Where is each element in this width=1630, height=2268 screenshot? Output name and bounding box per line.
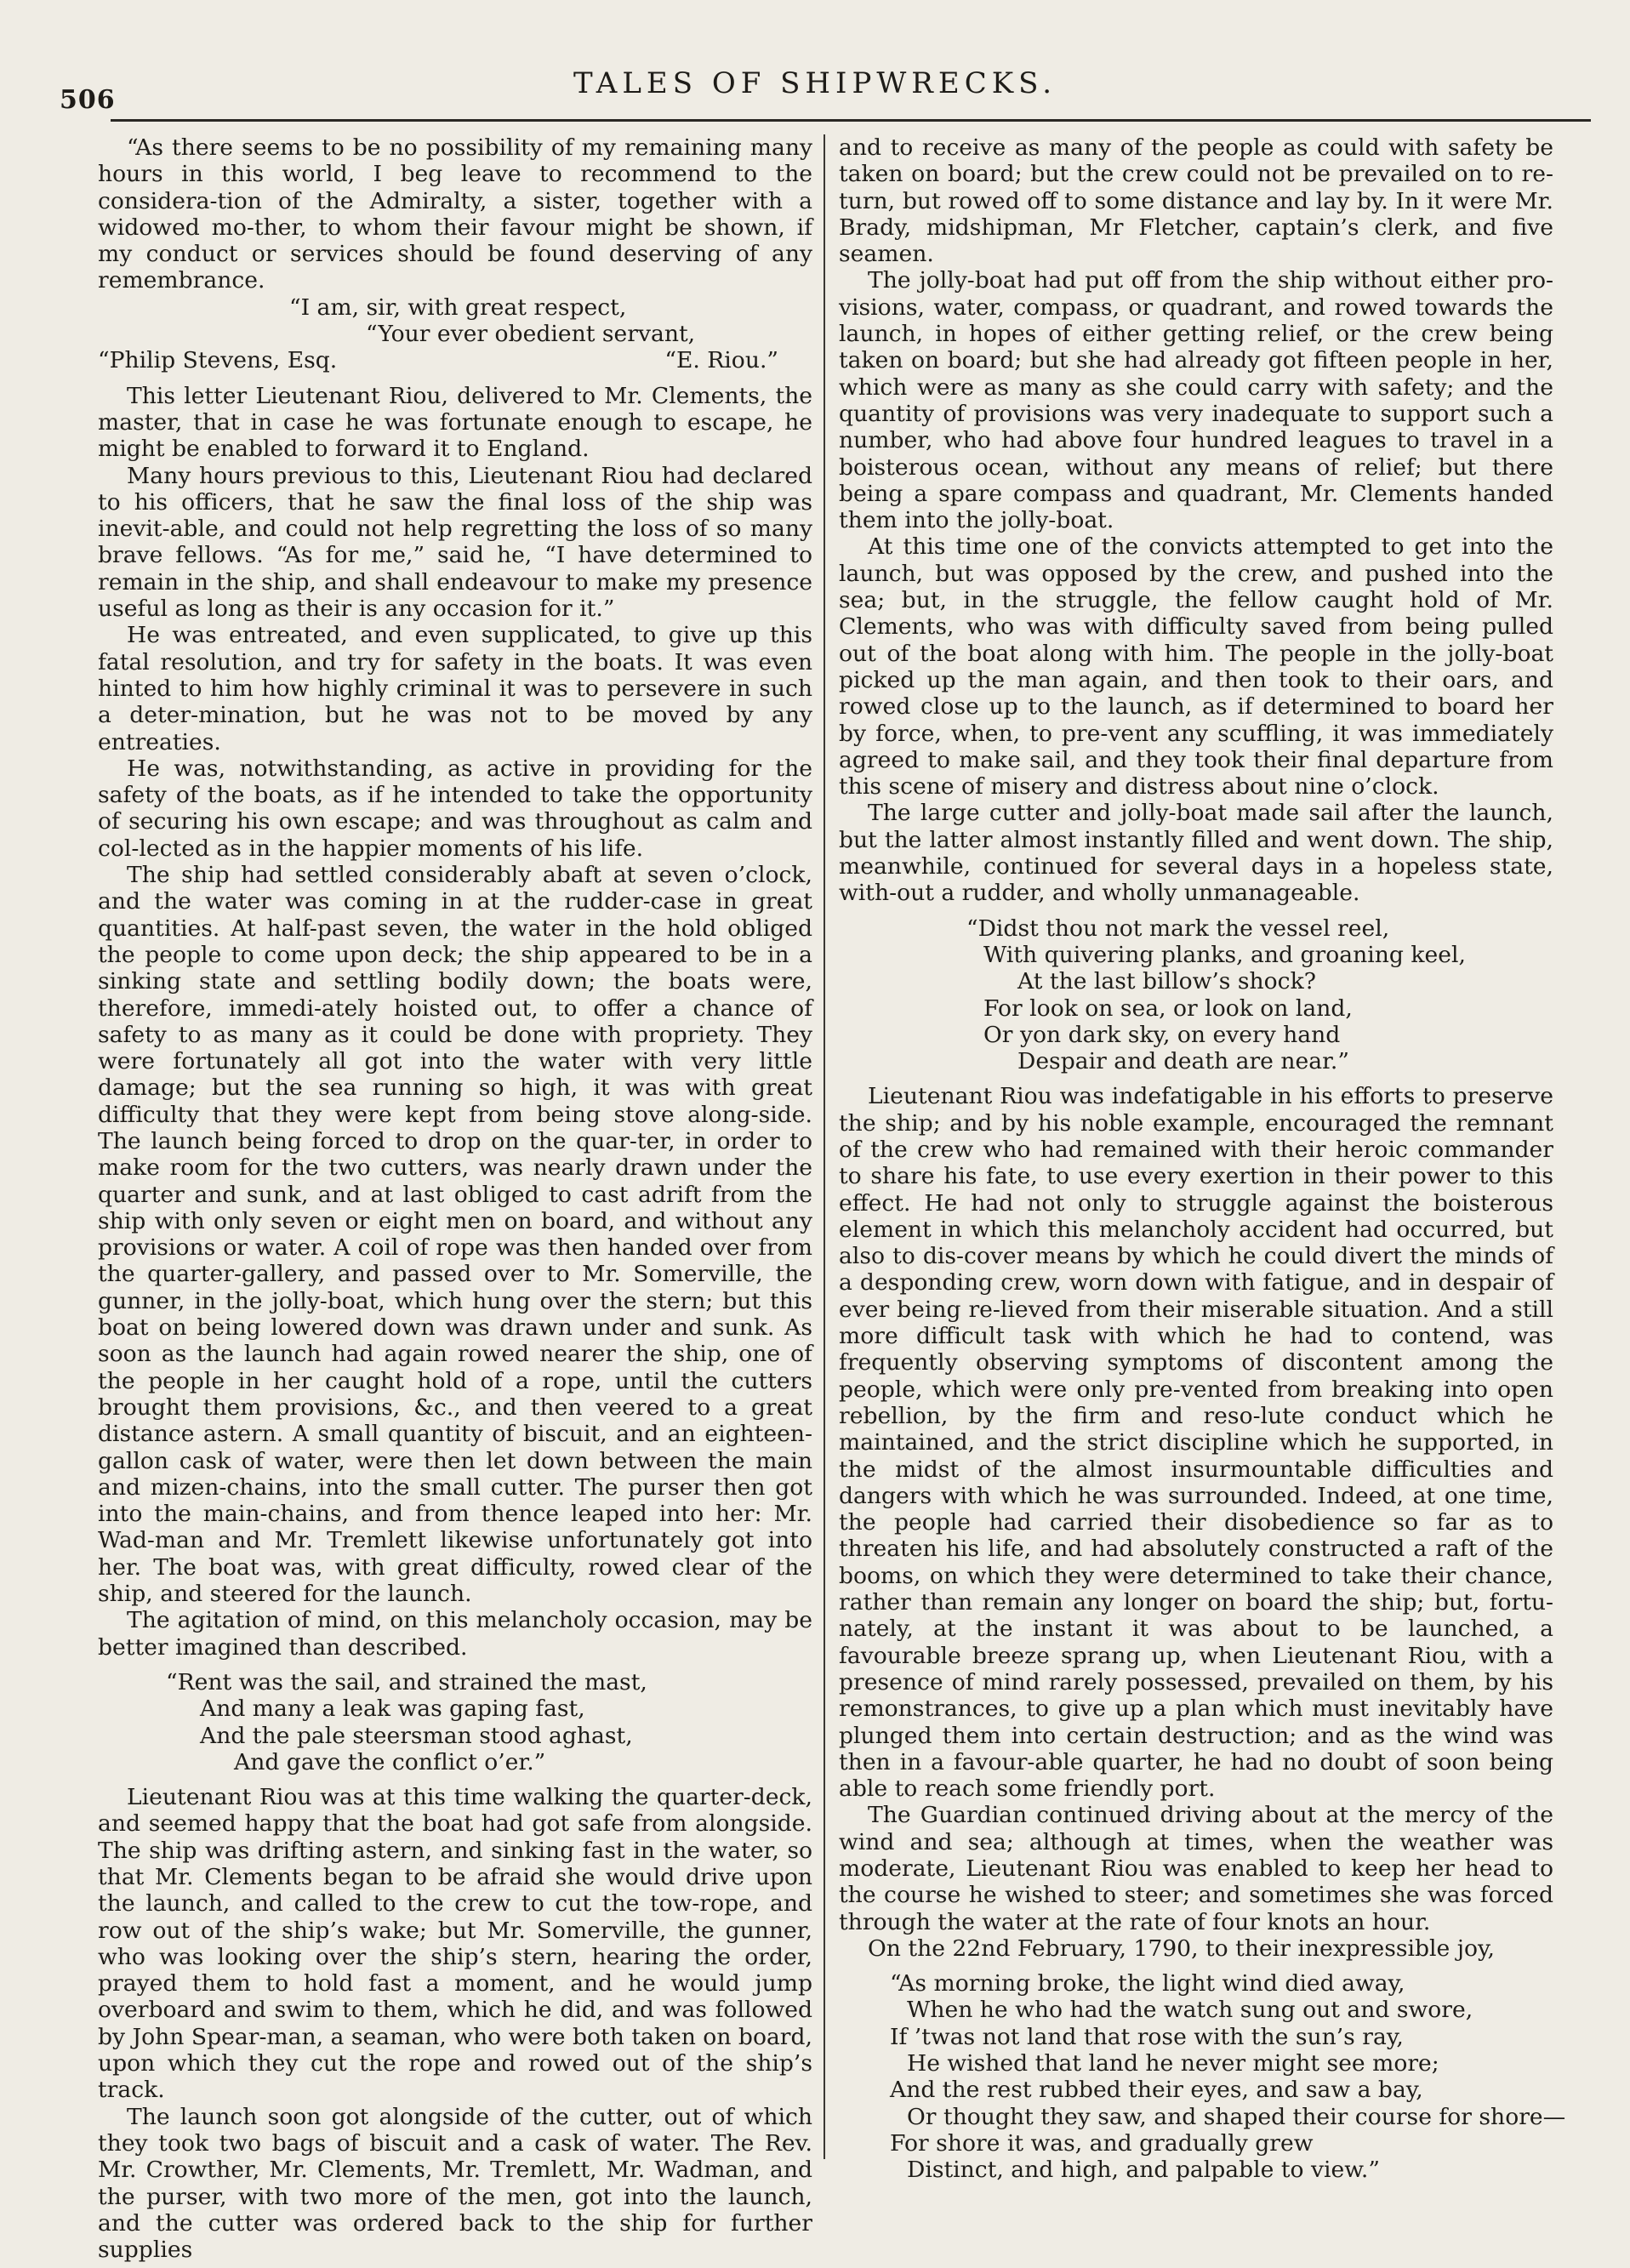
verse-line: Or yon dark sky, on every hand [983, 1021, 1341, 1048]
letter-closing: “I am, sir, with great respect, [289, 293, 627, 321]
paragraph: He was entreated, and even supplicated, to give up this fatal resolution, and try for safety in the boats. It was even hinted to him how highly criminal it was to persevere in such a deter-mination, but he was not to be moved by any entreaties. [98, 622, 812, 755]
verse-line: Distinct, and high, and palpable to view.” [907, 2157, 1380, 2184]
verse [839, 1970, 1566, 2184]
verse-line: At the last billow’s shock? [1017, 968, 1316, 995]
verse-line: And many a leak was gaping fast, [200, 1695, 585, 1723]
column-divider [824, 134, 825, 2159]
paragraph: The ship had settled considerably abaft at seven o’clock, and the water was coming in at the rudder-case in great quantities. At half-past seven, the water in the hold obliged the people to come upon deck; the ship appeared to be in a sinking state and settling bodily down; the boats were, therefore, immedi-ately hoisted out, to offer a chance of safety to as many as it could be done with propriety. They were fortunately all got into the water with very little damage; but the sea running so high, it was with great difficulty that they were kept from being stove along-side. The launch being forced to drop on the quar-ter, in order to make room for the two cutters, was nearly drawn under the quarter and sunk, and at last obliged to cast adrift from the ship with only seven or eight men on board, and without any provisions or water. A coil of rope was then handed over from the quarter-gallery, and passed over to Mr. Somerville, the gunner, in the jolly-boat, which hung over the stern; but this boat on being lowered down was drawn under and sunk. As soon as the launch had again rowed nearer the ship, one of the people in her caught hold of a rope, until the cutters brought them provisions, &c., and then veered to a great distance astern. A small quantity of biscuit, and an eighteen-gallon cask of water, were then let down between the main and mizen-chains, into the small cutter. The purser then got into the main-chains, and from thence leaped into her: Mr. Wad-man and Mr. Tremlett likewise unfortunately got into her. The boat was, with great difficulty, rowed clear of the ship, and steered for the launch. [98, 862, 812, 1608]
paragraph: The Guardian continued driving about at the mercy of the wind and sea; although at times, when the weather was moderate, Lieutenant Riou was enabled to keep her head to the course he wished to steer; and sometimes she was forced through the water at the rate of four knots an hour. [839, 1802, 1553, 1935]
verse-line: Despair and death are near.” [1017, 1048, 1349, 1075]
paragraph: Many hours previous to this, Lieutenant Riou had declared to his officers, that he saw the final loss of the ship was inevit-able, and could not help regretting the loss of so many brave fellows. “As for me,” said he, “I have determined to remain in the ship, and shall endeavour to make my presence useful as long as their is any occasion for it.” [98, 462, 812, 623]
right-column [839, 134, 1566, 2192]
paragraph: The launch soon got alongside of the cutter, out of which they took two bags of biscuit and a cask of water. The Rev. Mr. Crowther, Mr. Clements, Mr. Tremlett, Mr. Wadman, and the purser, with two more of the men, got into the launch, and the cutter was ordered back to the ship for further supplies [98, 2103, 812, 2264]
verse-line: He wished that land he never might see more; [907, 2050, 1439, 2077]
verse-line: If ’twas not land that rose with the sun’s ray, [890, 2023, 1404, 2050]
page-number: 506 [60, 85, 116, 115]
verse-line: “Rent was the sail, and strained the mast, [166, 1668, 647, 1695]
verse-line: And gave the conflict o’er.” [234, 1748, 546, 1775]
verse [839, 915, 1553, 1075]
paragraph: At this time one of the convicts attempted to get into the launch, but was opposed by the crew, and pushed into the sea; but, in the struggle, the fellow caught hold of Mr. Clements, who was with difficulty saved from being pulled out of the boat along with him. The people in the jolly-boat picked up the man again, and then took to their oars, and rowed close up to the launch, as if determined to board her by force, when, to pre-vent any scuffling, it was immediately agreed to make sail, and they took their final departure from this scene of misery and distress about nine o’clock. [839, 533, 1553, 801]
letter-addressee: “Philip Stevens, Esq. [98, 347, 338, 374]
header-rule [111, 119, 1591, 122]
paragraph: “As there seems to be no possibility of my remaining many hours in this world, I beg leave to recommend to the considera-tion of the Admiralty, a sister, together with a widowed mo-ther, to whom their favour might be shown, if my conduct or services should be found deserving of any remembrance. [98, 134, 812, 294]
verse-line: And the rest rubbed their eyes, and saw a bay, [890, 2077, 1423, 2104]
letter-signature [98, 347, 812, 373]
paragraph: Lieutenant Riou was at this time walking the quarter-deck, and seemed happy that the boat had got safe from alongside. The ship was drifting astern, and sinking fast in the water, so that Mr. Clements began to be afraid she would drive upon the launch, and called to the crew to cut the tow-rope, and row out of the ship’s wake; but Mr. Somerville, the gunner, who was looking over the ship’s stern, hearing the order, prayed them to hold fast a moment, and he would jump overboard and swim to them, which he did, and was followed by John Spear-man, a seaman, who were both taken on board, upon which they cut the rope and rowed out of the ship’s track. [98, 1784, 812, 2104]
verse-line: “As morning broke, the light wind died away, [890, 1970, 1405, 1997]
verse-line: Or thought they saw, and shaped their course for shore— [907, 2103, 1566, 2130]
verse-line: When he who had the watch sung out and swore, [907, 1997, 1473, 2024]
letter-closing: “Your ever obedient servant, [366, 321, 696, 348]
running-head: TALES OF SHIPWRECKS. [573, 66, 1057, 100]
verse [98, 1669, 812, 1775]
paragraph: This letter Lieutenant Riou, delivered to Mr. Clements, the master, that in case he was fortunate enough to escape, he might be enabled to forward it to England. [98, 382, 812, 463]
verse-line: For shore it was, and gradually grew [890, 2129, 1314, 2157]
paragraph: and to receive as many of the people as could with safety be taken on board; but the crew could not be prevailed on to re-turn, but rowed off to some distance and lay by. In it were Mr. Brady, midshipman, Mr Fletcher, captain’s clerk, and five seamen. [839, 134, 1553, 268]
letter-signer: “E. Riou.” [664, 347, 778, 374]
paragraph: The large cutter and jolly-boat made sail after the launch, but the latter almost instantly filled and went down. The ship, meanwhile, continued for several days in a hopeless state, with-out a rudder, and wholly unmanageable. [839, 800, 1553, 907]
verse-line: With quivering planks, and groaning keel, [983, 941, 1466, 968]
verse-line: “Didst thou not mark the vessel reel, [966, 915, 1390, 942]
verse-line: For look on sea, or look on land, [983, 994, 1353, 1022]
paragraph: On the 22nd February, 1790, to their inexpressible joy, [868, 1935, 1495, 1962]
verse-line: And the pale steersman stood aghast, [200, 1722, 633, 1749]
paragraph: The agitation of mind, on this melancholy occasion, may be better imagined than described. [98, 1607, 812, 1661]
left-column [98, 134, 812, 2263]
paragraph: He was, notwithstanding, as active in providing for the safety of the boats, as if he intended to take the opportunity of securing his own escape; and was throughout as calm and col-lected as in the happier moments of his life. [98, 755, 812, 862]
paragraph: Lieutenant Riou was indefatigable in his efforts to preserve the ship; and by his noble example, encouraged the remnant of the crew who had remained with their heroic commander to share his fate, to use every exertion in their power to this effect. He had not only to struggle against the boisterous element in which this melancholy accident had occurred, but also to dis-cover means by which he could divert the minds of a desponding crew, worn down with fatigue, and in despair of ever being re-lieved from their miserable situation. And a still more difficult task with which he had to contend, was frequently observing symptoms of discontent among the people, which were only pre-vented from breaking into open rebellion, by the firm and reso-lute conduct which he maintained, and the strict discipline which he supported, in the midst of the almost insurmountable difficulties and dangers with which he was surrounded. Indeed, at one time, the people had carried their disobedience so far as to threaten his life, and had absolutely constructed a raft of the booms, on which they were determined to take their chance, rather than remain any longer on board the ship; but, fortu-nately, at the instant it was about to be launched, a favourable breeze sprang up, when Lieutenant Riou, with a presence of mind rarely possessed, prevailed on them, by his remonstrances, to give up a plan which must inevitably have plunged them into certain destruction; and as the wind was then in a favour-able quarter, he had no doubt of soon being able to reach some friendly port. [839, 1083, 1553, 1803]
paragraph: The jolly-boat had put off from the ship without either pro-visions, water, compass, or quadrant, and rowed towards the launch, in hopes of either getting relief, or the crew being taken on board; but she had already got fifteen people in her, which were as many as she could carry with safety; and the quantity of provisions was very inadequate to support such a number, who had above four hundred leagues to travel in a boisterous ocean, without any means of relief; but there being a spare compass and quadrant, Mr. Clements handed them into the jolly-boat. [839, 267, 1553, 534]
